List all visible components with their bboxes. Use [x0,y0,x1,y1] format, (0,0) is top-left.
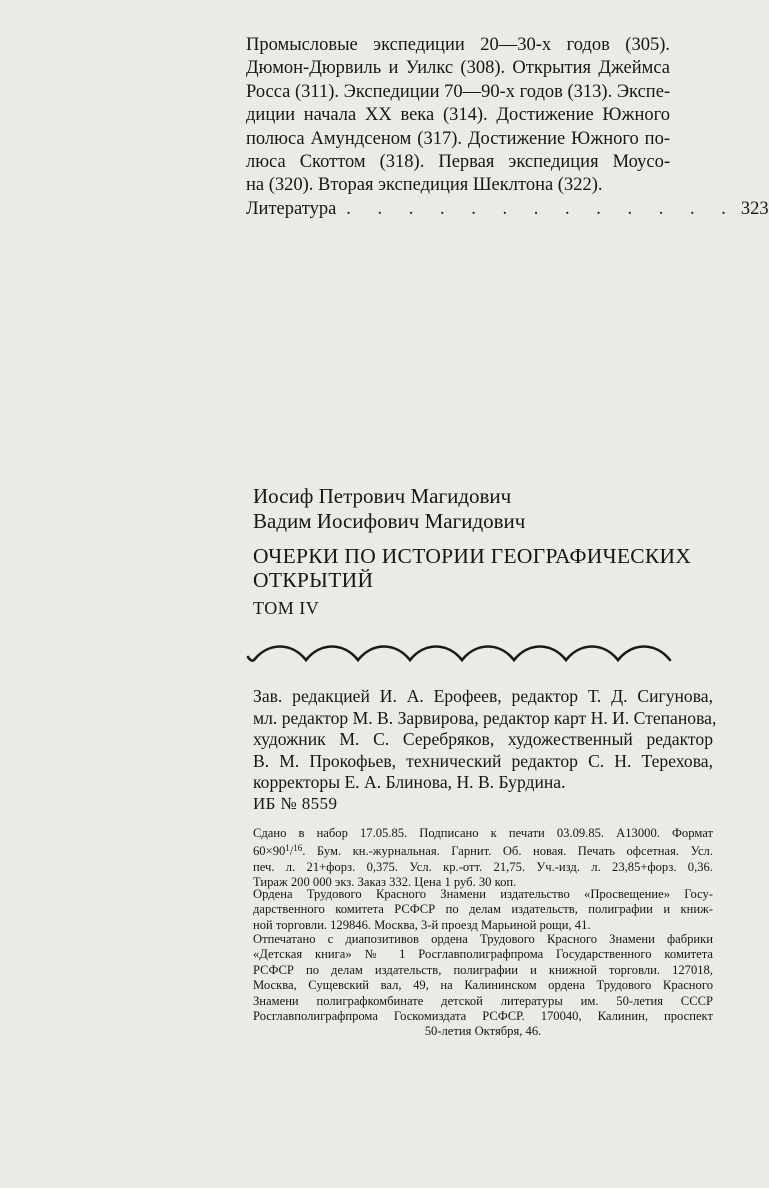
toc-line: люса Скоттом (318). Первая экспедиция Моусо- [246,152,670,173]
toc-line: Промысловые экспедиции 20—30-х годов (305). [246,35,670,55]
format-size: 60×90 [253,844,286,859]
print-specs [253,826,713,891]
book-title-line: ОЧЕРКИ ПО ИСТОРИИ ГЕОГРАФИЧЕСКИХ [253,544,692,568]
toc-line: на (320). Вторая экспедиция Шеклтона (322). [246,175,603,196]
literature-page-number: 323 [740,199,769,219]
author-name: Вадим Иосифович Магидович [253,508,526,533]
author-name: Иосиф Петрович Магидович [253,484,512,508]
printer-line: Москва, Сущевский вал, 49, на Калининском ордена Трудового Красного [253,978,713,993]
printer-line: Росглавполиграфпрома Госкомиздата РСФСР. 170040, Калинин, проспект [253,1009,713,1024]
authors-block [253,484,525,533]
toc-line: диции начала XX века (314). Достижение Южного [246,105,670,126]
staff-line: художник М. С. Серебряков, художественный редактор [253,729,713,750]
toc-entry-text [246,34,670,198]
print-spec-line: Тираж 200 000 экз. Заказ 332. Цена 1 руб. 30 коп. [253,875,517,890]
staff-line: мл. редактор М. В. Зарвирова, редактор карт Н. И. Степанова, [253,707,717,728]
staff-line: В. М. Прокофьев, технический редактор С. Н. Терехова, [253,750,713,771]
editorial-staff [253,686,717,794]
toc-line: полюса Амундсеном (317). Достижение Южного по- [246,128,670,149]
publisher-info [253,887,713,933]
book-title-line: ОТКРЫТИЙ [253,568,374,592]
volume-label: ТОМ IV [253,598,320,618]
publisher-line: ной торговли. 129846. Москва, 3-й проезд Марьиной рощи, 41. [253,917,591,932]
ib-number: ИБ № 8559 [253,794,338,813]
publisher-line: дарственного комитета РСФСР по делам издательств, полиграфии и книж- [253,902,713,917]
printer-line: 50-летия Октября, 46. [424,1024,542,1039]
print-spec-line: $60\times 90^1/^{16}$. Бум. кн.-журнальная. Гарнит. Об. новая. Печать офсетная. Усл. [253,843,713,859]
book-title [253,544,713,592]
printer-info [253,932,713,1040]
wave-ornament-divider [246,636,716,666]
toc-line: Дюмон-Дюрвиль и Уилкс (308). Открытия Джеймса [246,58,670,79]
printer-line: Знамени полиграфкомбинате детской литературы им. 50-летия СССР [253,993,713,1008]
toc-literature-row [246,199,769,220]
publisher-line: Ордена Трудового Красного Знамени издательство «Просвещение» Госу- [253,887,713,901]
format-fraction-num: 1 [285,843,290,854]
staff-line: корректоры Е. А. Блинова, Н. В. Бурдина. [253,772,566,793]
literature-label: Литература [246,199,337,219]
print-spec-line: Сдано в набор 17.05.85. Подписано к печати 03.09.85. А13000. Формат [253,826,713,840]
format-rest: . Бум. кн.-журнальная. Гарнит. Об. новая. Печать офсетная. Усл. [302,844,713,859]
print-spec-line: печ. л. 21+форз. 0,375. Усл. кр.-отт. 21,75. Уч.-изд. л. 23,85+форз. 0,36. [253,859,713,874]
printer-line: Отпечатано с диапозитивов ордена Трудового Красного Знамени фабрики [253,932,713,946]
leader-dots: . . . . . . . . . . . . . [346,199,737,219]
format-fraction-den: 16 [293,843,303,854]
printer-line: РСФСР по делам издательств, полиграфии и книжной торговли. 127018, [253,962,713,977]
staff-line: Зав. редакцией И. А. Ерофеев, редактор Т. Д. Сигунова, [253,686,713,706]
toc-line: Росса (311). Экспедиции 70—90-х годов (313). Экспе- [246,81,671,102]
printer-line: «Детская книга» № 1 Росглавполиграфпрома Государственного комитета [253,947,713,962]
